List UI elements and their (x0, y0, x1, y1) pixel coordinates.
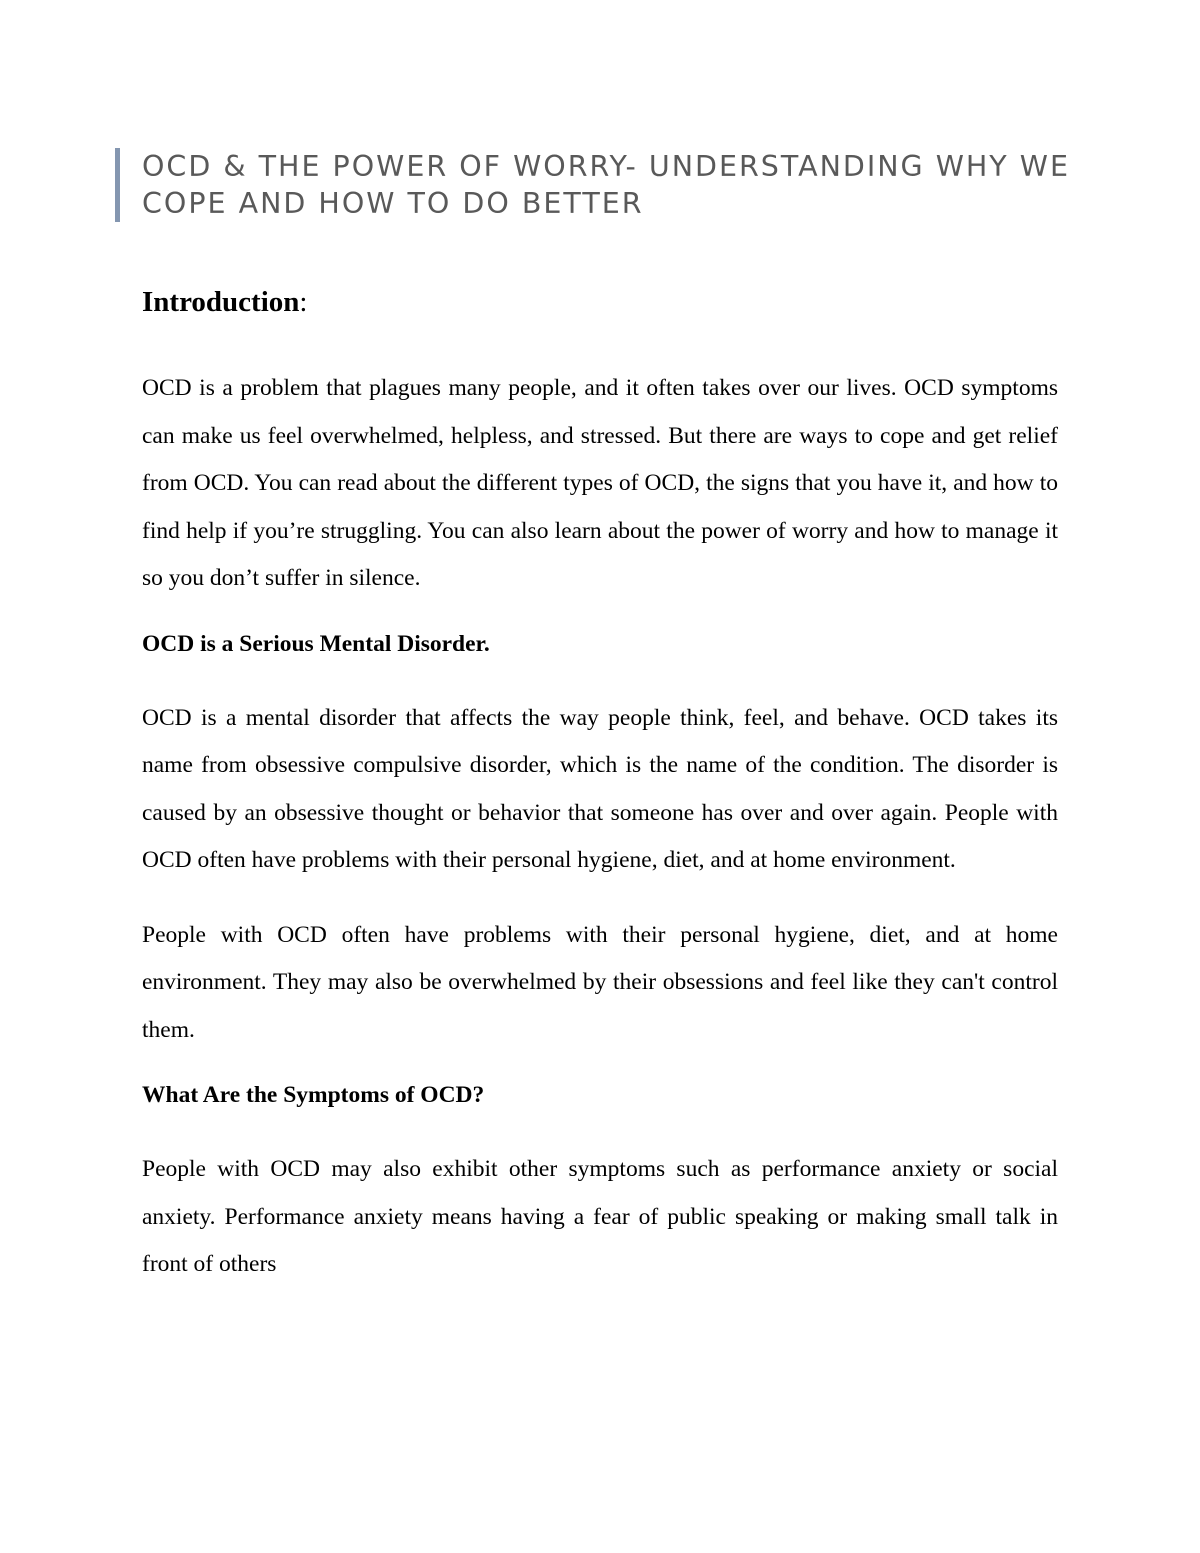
section-heading-serious-disorder: OCD is a Serious Mental Disorder. (142, 630, 490, 657)
document-title: OCD & THE POWER OF WORRY- UNDERSTANDING WHY WE COPE AND HOW TO DO BETTER (142, 150, 1070, 220)
document-body (142, 282, 1058, 1289)
intro-heading (142, 282, 1058, 322)
intro-paragraph: OCD is a problem that plagues many people, and it often takes over our lives. OCD symptoms can make us feel overwhelmed, helpless, and stressed. But there are ways to cope and get relief from OCD. You can read about the different types of OCD, the signs that you have it, and how to find help if you’re struggling. You can also learn about the power of worry and how to manage it so you don’t suffer in silence. (142, 375, 1058, 591)
title-block (115, 148, 1102, 222)
section-paragraph: OCD is a mental disorder that affects the way people think, feel, and behave. OCD takes its name from obsessive compulsive disorder, which is the name of the condition. The disorder is caused by an obsessive thought or behavior that someone has over and over again. People with OCD often have problems with their personal hygiene, diet, and at home environment. (142, 704, 1058, 873)
intro-heading-colon: : (299, 286, 308, 318)
section-paragraph: People with OCD may also exhibit other symptoms such as performance anxiety or social anxiety. Performance anxiety means having a fear of public speaking or making small talk in front of others (142, 1156, 1058, 1277)
intro-heading-text: Introduction (142, 286, 300, 318)
section-paragraph: People with OCD often have problems with their personal hygiene, diet, and at home environment. They may also be overwhelmed by their obsessions and feel like they can't control them. (142, 921, 1058, 1043)
section-heading-symptoms: What Are the Symptoms of OCD? (142, 1082, 485, 1108)
